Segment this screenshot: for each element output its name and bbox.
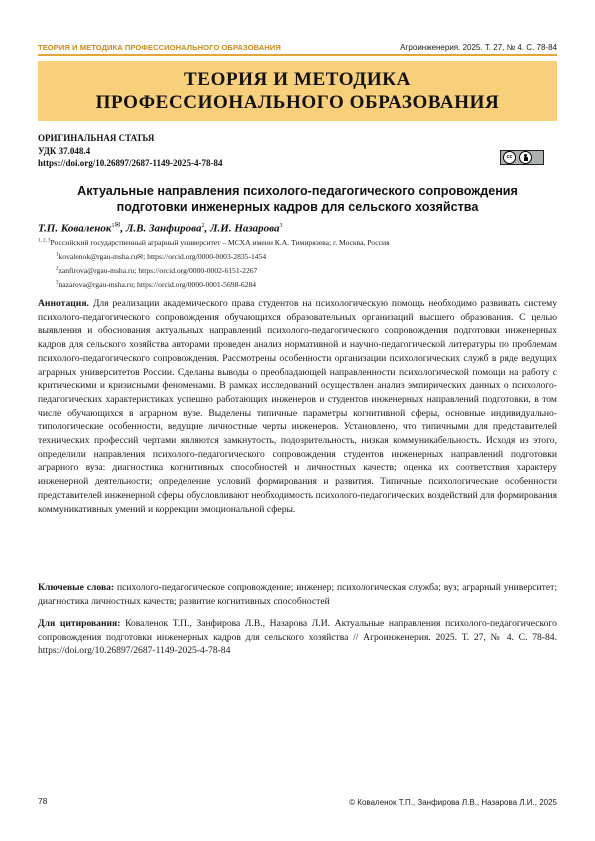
title-line-2: подготовки инженерных кадров для сельского хозяйства xyxy=(116,200,479,214)
email-link[interactable]: zanfirova@rgau-msha.ru xyxy=(58,266,135,275)
affiliation-text: Российский государственный аграрный университет – МСХА имени К.А. Тимирязева; г. Москва, Россия xyxy=(50,238,390,247)
citation-label: Для цитирования: xyxy=(38,618,121,629)
cc-icon: cc xyxy=(503,151,516,164)
cc-by-license-badge[interactable] xyxy=(500,150,544,165)
orcid-link[interactable]: ; https://orcid.org/0000-0002-6151-2267 xyxy=(134,266,258,275)
orcid-link[interactable]: ; https://orcid.org/0000-0001-5698-6284 xyxy=(133,280,257,289)
article-type: ОРИГИНАЛЬНАЯ СТАТЬЯ xyxy=(38,133,155,143)
email-link[interactable]: nazarova@rgau-msha.ru xyxy=(58,280,134,289)
article-title xyxy=(38,183,557,215)
banner-line-1: ТЕОРИЯ И МЕТОДИКА xyxy=(184,69,411,90)
title-line-1: Актуальные направления психолого-педагогического сопровождения xyxy=(77,184,518,198)
author-contact: $^3$nazarova@rgau-msha.ru; https://orcid.org/0000-0001-5698-6284 xyxy=(56,280,257,289)
doi-link[interactable]: https://doi.org/10.26897/2687-1149-2025-4-78-84 xyxy=(38,158,223,168)
keywords-text: психолого-педагогическое сопровождение; инженер; психологическая служба; вуз; аграрный университет; диагностика личностных качеств; развитие когнитивных способностей xyxy=(38,582,557,607)
citation-text: Коваленок Т.П., Занфирова Л.В., Назарова Л.И. Актуальные направления психолого-педагогического сопровождения подготовки инженерных кадров для сельского хозяйства // Агроинженерия. 2025. Т. 27, № 4. С. 78-84. https://doi.org/10.26897/2687-1149-2025-4-78-84 xyxy=(38,618,557,657)
header-divider xyxy=(38,54,557,56)
affiliation xyxy=(38,238,390,247)
email-link[interactable]: kovalenok@rgau-msha.ru xyxy=(58,252,138,261)
article-meta xyxy=(38,132,223,170)
author-list: Т.П. Коваленок$^{1✉}$, Л.В. Занфирова$^2$, Л.И. Назарова$^3$ xyxy=(38,221,283,235)
abstract-text: Для реализации академического права студентов на психологическую помощь необходимо развивать систему психолого-педагогического сопровождения обучающихся образовательных организаций высшего образования. С целью выявления и обоснования актуальных направлений психолого-педагогического сопровождения подготовки инженерных кадров для сельского хозяйства авторами проведен анализ нормативной и научно-педагогической литературы по проблемам психолого-педагогического сопровождения. Рассмотрены особенности организации психологических служб в ряде ведущих аграрных университетов России. Сделаны выводы о преобладающей направленности психологической помощи на работу с критическими и кризисными феноменами. В рамках исследований осуществлен анализ эмпирических данных о психолого-педагогических характеристиках успешно работающих инженеров и студентов инженерных направлений подготовки, в том числе обучающихся в аграрном вузе. Выделены типичные параметры когнитивной сферы, основные индивидуально-типологические особенности, ведущие личностные черты инженеров. Установлено, что типичными для представителей технических профессий чертами являются замкнутость, подозрительность, низкая коммуникабельность. Исходя из этого, определили направления психолого-педагогического сопровождения студентов инженерных направлений подготовки аграрного вуза: диагностика когнитивных способностей и личностных качеств; оценка их соответствия характеру инженерной деятельности; определение условий формирования и развития. Типичные психологические особенности представителей инженерной сферы обусловливают необходимость психолого-педагогических воздействий для формирования коммуникативных умений и коррекции эмоциональной сферы. xyxy=(38,298,557,515)
running-section-title: ТЕОРИЯ И МЕТОДИКА ПРОФЕССИОНАЛЬНОГО ОБРАЗОВАНИЯ xyxy=(38,43,281,52)
affiliation-superscript: 1, 2, 3 xyxy=(38,238,51,244)
abstract-label: Аннотация. xyxy=(38,298,89,309)
author-contact: $^2$zanfirova@rgau-msha.ru; https://orcid.org/0000-0002-6151-2267 xyxy=(56,266,258,275)
author-contact: $^1$kovalenok@rgau-msha.ru✉; https://orcid.org/0000-0003-2835-1454 xyxy=(56,252,267,261)
udc-code: УДК 37.048.4 xyxy=(38,145,91,156)
keywords xyxy=(38,581,557,608)
author-name: Т.П. Коваленок xyxy=(38,222,112,235)
citation xyxy=(38,617,557,658)
page-number: 78 xyxy=(38,796,48,806)
by-person-icon xyxy=(519,151,532,164)
journal-reference: Агроинженерия. 2025. Т. 27, № 4. С. 78-84 xyxy=(400,43,557,52)
abstract xyxy=(38,297,557,516)
author-name: Л.В. Занфирова xyxy=(125,222,202,235)
banner-line-2: ПРОФЕССИОНАЛЬНОГО ОБРАЗОВАНИЯ xyxy=(95,92,500,113)
envelope-icon: ✉ xyxy=(137,253,144,261)
section-banner xyxy=(38,61,557,121)
author-superscript: 3 xyxy=(279,223,283,229)
author-superscript: 2 xyxy=(201,223,205,229)
keywords-label: Ключевые слова: xyxy=(38,582,115,593)
orcid-link[interactable]: ; https://orcid.org/0000-0003-2835-1454 xyxy=(143,252,267,261)
envelope-icon: ✉ xyxy=(114,221,121,229)
author-name: Л.И. Назарова xyxy=(209,222,280,235)
author-superscript: 1✉ xyxy=(111,221,121,229)
copyright-notice: © Коваленок Т.П., Занфирова Л.В., Назарова Л.И., 2025 xyxy=(349,798,557,807)
